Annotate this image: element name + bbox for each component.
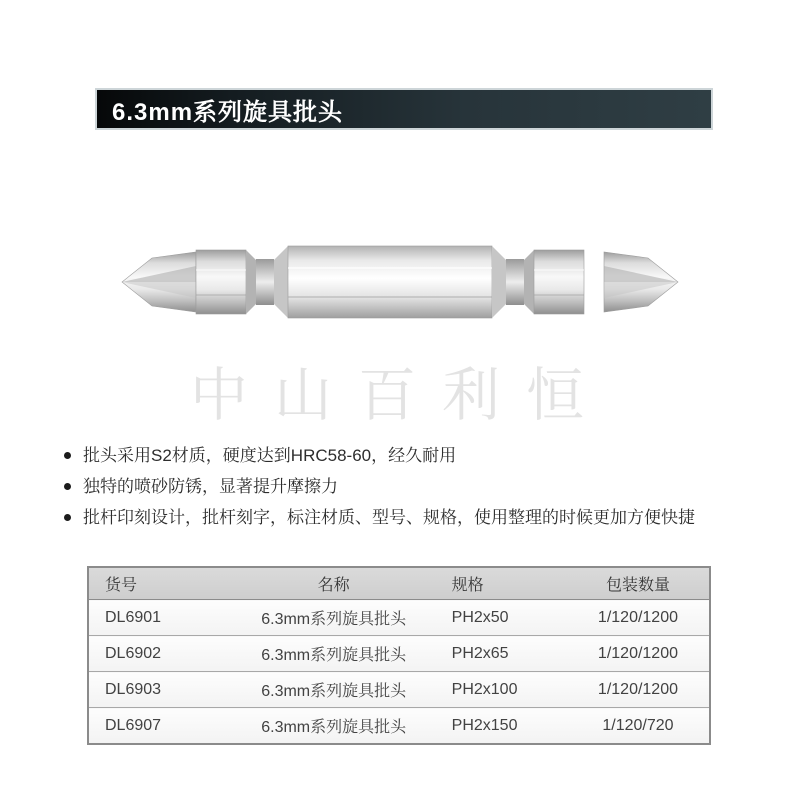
bullet-icon — [64, 483, 71, 490]
cell-spec: PH2x150 — [446, 708, 567, 745]
col-header-packing: 包装数量 — [567, 567, 710, 600]
cell-spec: PH2x65 — [446, 636, 567, 672]
table-body — [88, 600, 710, 745]
table-row — [88, 600, 710, 636]
table-row — [88, 672, 710, 708]
section-title-banner — [95, 88, 713, 130]
cell-item-no: DL6903 — [88, 672, 222, 708]
feature-list — [64, 446, 764, 539]
cell-packing: 1/120/1200 — [567, 672, 710, 708]
cell-spec: PH2x50 — [446, 600, 567, 636]
cell-item-no: DL6902 — [88, 636, 222, 672]
feature-item — [64, 446, 764, 465]
cell-name: 6.3mm系列旋具批头 — [222, 708, 446, 745]
feature-item — [64, 508, 764, 527]
section-title: 6.3mm系列旋具批头 — [112, 98, 344, 126]
product-image-double-ended-bit — [110, 232, 690, 332]
cell-packing: 1/120/720 — [567, 708, 710, 745]
col-header-name: 名称 — [222, 567, 446, 600]
cell-packing: 1/120/1200 — [567, 636, 710, 672]
table-row — [88, 636, 710, 672]
feature-text: 独特的喷砂防锈，显著提升摩擦力 — [83, 477, 338, 496]
watermark-text: 中山百利恒 — [189, 363, 611, 428]
product-spec-table — [87, 566, 711, 745]
col-header-spec: 规格 — [446, 567, 567, 600]
cell-item-no: DL6901 — [88, 600, 222, 636]
cell-name: 6.3mm系列旋具批头 — [222, 672, 446, 708]
cell-packing: 1/120/1200 — [567, 600, 710, 636]
cell-name: 6.3mm系列旋具批头 — [222, 636, 446, 672]
feature-item — [64, 477, 764, 496]
phillips-tip-left — [122, 252, 196, 312]
feature-text: 批头采用S2材质，硬度达到HRC58-60，经久耐用 — [83, 446, 457, 465]
col-header-item-no: 货号 — [88, 567, 222, 600]
bullet-icon — [64, 514, 71, 521]
cell-spec: PH2x100 — [446, 672, 567, 708]
feature-text: 批杆印刻设计，批杆刻字，标注材质、型号、规格，使用整理的时候更加方便快捷 — [83, 508, 695, 527]
cell-item-no: DL6907 — [88, 708, 222, 745]
table-header — [88, 567, 710, 600]
table-header-row — [88, 567, 710, 600]
bullet-icon — [64, 452, 71, 459]
phillips-tip-right — [604, 252, 678, 312]
table-row — [88, 708, 710, 745]
cell-name: 6.3mm系列旋具批头 — [222, 600, 446, 636]
